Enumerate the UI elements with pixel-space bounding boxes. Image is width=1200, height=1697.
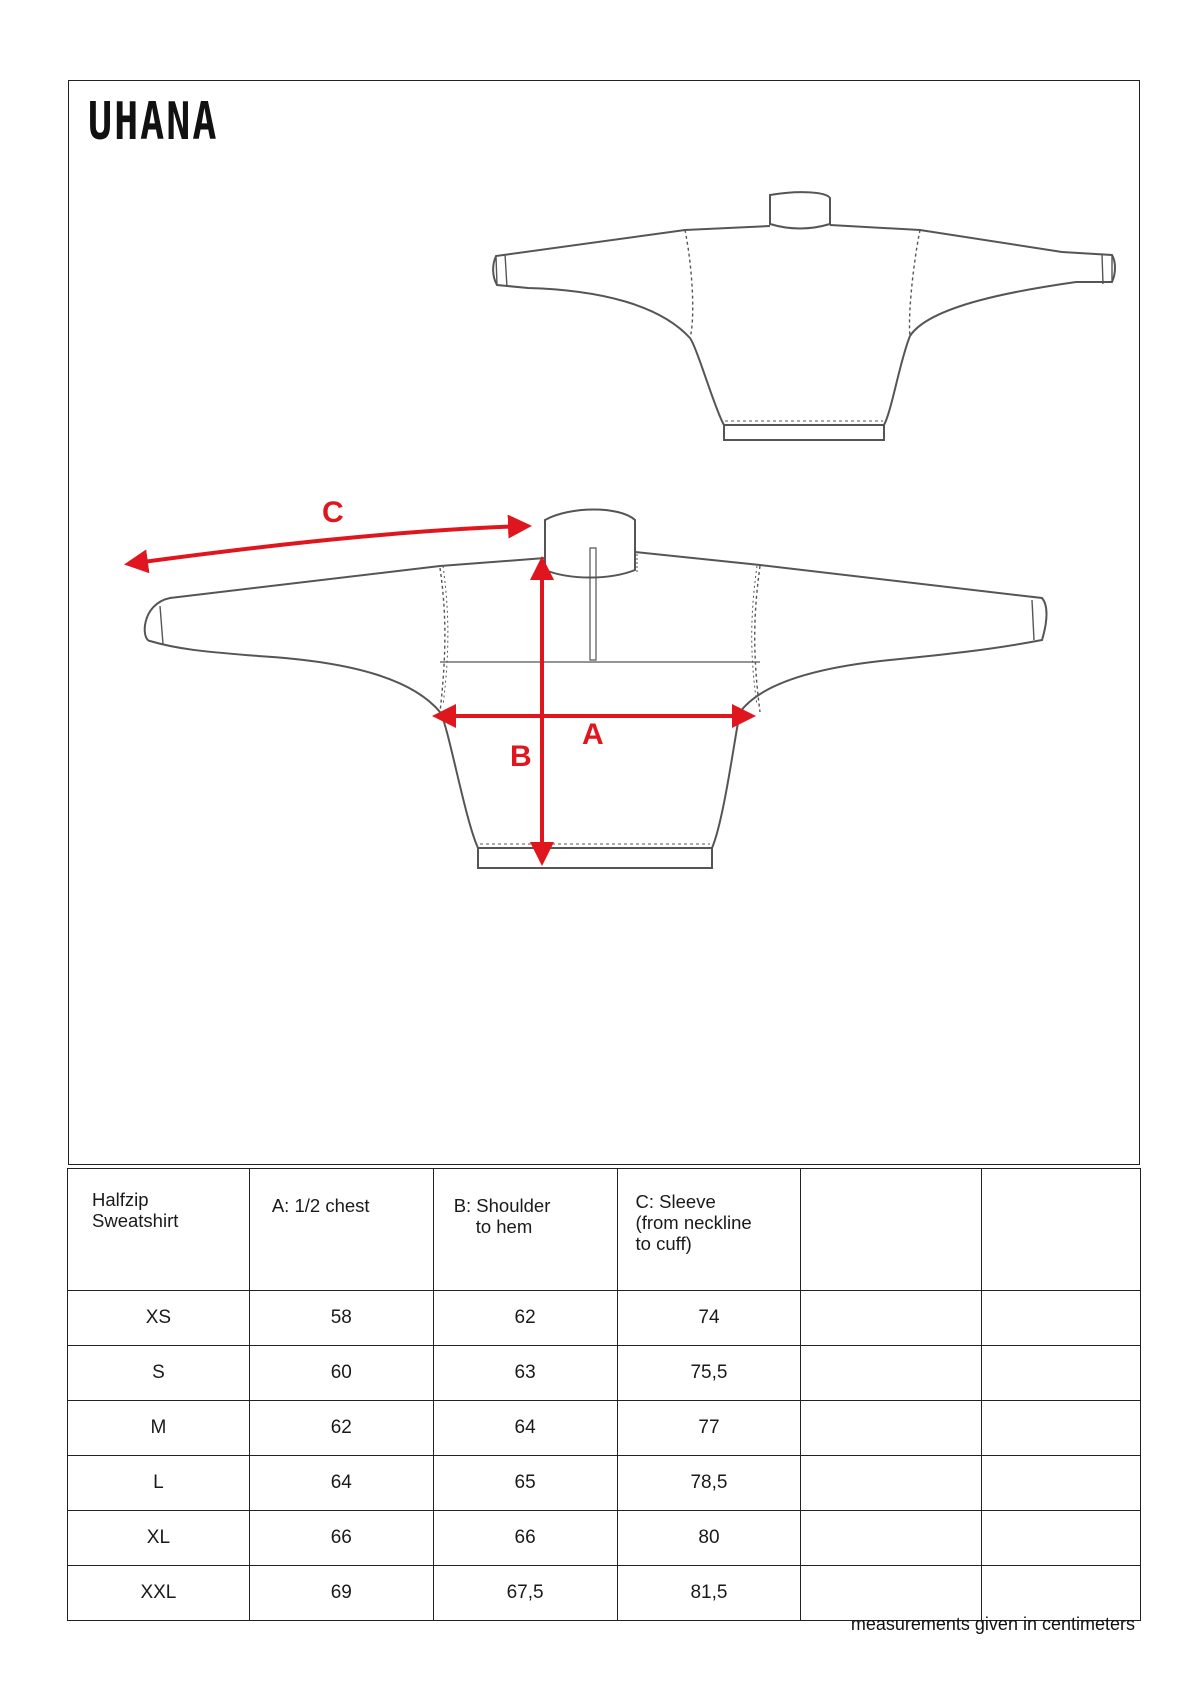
cell-a: 69 [249,1566,433,1621]
cell-empty [982,1291,1141,1346]
cell-empty [801,1401,982,1456]
label-a: A [582,718,604,751]
cell-a: 64 [249,1456,433,1511]
cell-empty [801,1291,982,1346]
header-empty-2 [982,1169,1141,1291]
cell-b: 65 [433,1456,617,1511]
table-row [68,1566,1141,1621]
cell-size: L [68,1456,250,1511]
table-row [68,1346,1141,1401]
cell-empty [982,1401,1141,1456]
cell-b: 66 [433,1511,617,1566]
front-view-outline [145,510,1047,869]
cell-b: 63 [433,1346,617,1401]
table-header-row [68,1169,1141,1291]
cell-empty [982,1346,1141,1401]
cell-size: S [68,1346,250,1401]
cell-b: 67,5 [433,1566,617,1621]
label-b: B [510,740,532,773]
cell-a: 62 [249,1401,433,1456]
cell-size: XXL [68,1566,250,1621]
table-row [68,1511,1141,1566]
header-col-c: C: Sleeve (from neckline to cuff) [617,1169,801,1291]
header-empty-1 [801,1169,982,1291]
size-chart-table [67,1168,1141,1621]
cell-c: 75,5 [617,1346,801,1401]
cell-empty [982,1456,1141,1511]
cell-c: 80 [617,1511,801,1566]
cell-empty [801,1511,982,1566]
cell-c: 74 [617,1291,801,1346]
header-product: Halfzip Sweatshirt [68,1169,250,1291]
table-row [68,1291,1141,1346]
cell-a: 58 [249,1291,433,1346]
cell-a: 66 [249,1511,433,1566]
cell-size: XL [68,1511,250,1566]
header-col-a: A: 1/2 chest [249,1169,433,1291]
cell-empty [982,1511,1141,1566]
table-row [68,1401,1141,1456]
measurement-arrows [128,526,752,862]
label-c: C [322,496,344,529]
cell-b: 64 [433,1401,617,1456]
cell-c: 78,5 [617,1456,801,1511]
cell-c: 77 [617,1401,801,1456]
cell-a: 60 [249,1346,433,1401]
cell-b: 62 [433,1291,617,1346]
arrow-c-sleeve [128,526,528,564]
cell-size: XS [68,1291,250,1346]
cell-c: 81,5 [617,1566,801,1621]
header-col-b: B: Shoulder to hem [433,1169,617,1291]
cell-size: M [68,1401,250,1456]
cell-empty [801,1456,982,1511]
cell-empty [801,1346,982,1401]
brand-logo: UHANA [88,92,219,152]
table-row [68,1456,1141,1511]
back-view-outline [493,192,1115,440]
cell-empty [982,1566,1141,1621]
units-footnote: measurements given in centimeters [850,1614,1135,1634]
cell-empty [801,1566,982,1621]
